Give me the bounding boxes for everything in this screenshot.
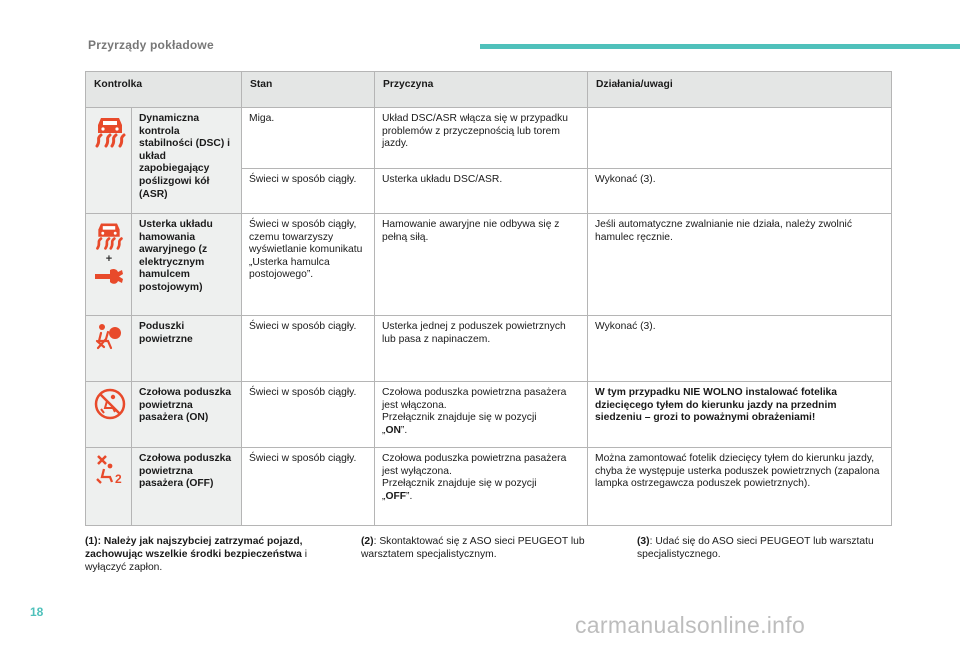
icon-cell [86,214,132,316]
cause-line: Czołowa poduszka powietrzna pasażera jest wyłączona. [382,453,567,477]
quote-open: „ [382,490,386,502]
quote-open: „ [382,424,386,436]
wrench-icon [93,268,125,284]
action-cell [588,108,892,169]
warning-light-name: Czołowa poduszka powietrzna pasażera (OFF) [132,448,242,526]
column-header: Działania/uwagi [588,72,892,108]
airbag-icon [94,321,124,351]
warning-light-name: Poduszki powietrzne [132,316,242,382]
skid-car-icon [93,113,127,149]
footnote-bold-text: : Należy jak najszybciej zatrzymać pojazd, zachowując wszelkie środki bezpieczeństwa [85,536,303,560]
footnote-1 [85,536,320,574]
quote-close: ”. [406,490,413,502]
icon-cell [86,448,132,526]
state-cell: Miga. [242,108,375,169]
action-cell: Można zamontować fotelik dziecięcy tyłem do kierunku jazdy, chyba że występuje usterka poduszek powietrznych (zapalona lampka ostrzegawcza poduszek powietrznych). [588,448,892,526]
cause-cell [375,382,588,448]
quote-close: ”. [400,424,408,436]
table-row [86,214,892,316]
switch-position-value: ON [385,424,401,436]
footnote-marker: (3) [637,536,650,547]
icon-cell [86,108,132,214]
switch-position-value: OFF [385,490,407,502]
footnote-marker: (1) [85,536,98,547]
cause-line: Czołowa poduszka powietrzna pasażera jest włączona. [382,387,567,411]
cause-line: Przełącznik znajduje się w pozycji [382,478,537,490]
cause-line: Przełącznik znajduje się w pozycji [382,412,537,424]
column-header: Stan [242,72,375,108]
section-title: Przyrządy pokładowe [88,38,214,52]
action-cell: Wykonać (3). [588,169,892,214]
column-header: Kontrolka [86,72,242,108]
footnote-text: : Skontaktować się z ASO sieci PEUGEOT lub warsztatem specjalistycznym. [361,536,585,560]
svg-text:2: 2 [115,472,122,485]
footnote-marker: (2) [361,536,374,547]
table-row [86,448,892,526]
warning-light-name: Czołowa poduszka powietrzna pasażera (ON) [132,382,242,448]
skid-car-icon [93,219,125,251]
table-row [86,316,892,382]
state-cell: Świeci w sposób ciągły. [242,382,375,448]
state-cell: Świeci w sposób ciągły. [242,169,375,214]
table-row [86,108,892,169]
cause-cell [375,448,588,526]
warning-lights-table [85,71,892,526]
action-cell: Wykonać (3). [588,316,892,382]
footnote-text: i wyłączyć zapłon. [85,548,308,573]
action-cell: Jeśli automatyczne zwalnianie nie działa, należy zwolnić hamulec ręcznie. [588,214,892,316]
icon-cell [86,382,132,448]
column-header: Przyczyna [375,72,588,108]
passenger-airbag-on-icon [93,387,127,421]
plus-sign: + [105,253,113,265]
cause-cell: Układ DSC/ASR włącza się w przypadku problemów z przyczepnością lub torem jazdy. [375,108,588,169]
cause-cell: Usterka układu DSC/ASR. [375,169,588,214]
page-number: 18 [30,605,44,619]
warning-light-name: Dynamiczna kontrola stabilności (DSC) i układ zapobiegający poślizgowi kół (ASR) [132,108,242,214]
table-header-row [86,72,892,108]
state-cell: Świeci w sposób ciągły, czemu towarzyszy wyświetlanie komunikatu „Usterka hamulca postojowego”. [242,214,375,316]
footnote-3 [637,536,882,562]
state-cell: Świeci w sposób ciągły. [242,448,375,526]
icon-cell [86,316,132,382]
cause-cell: Hamowanie awaryjne nie odbywa się z pełną siłą. [375,214,588,316]
passenger-airbag-off-icon [93,453,127,485]
header-accent-bar [480,44,960,49]
table-row [86,382,892,448]
state-cell: Świeci w sposób ciągły. [242,316,375,382]
action-cell: W tym przypadku NIE WOLNO instalować fotelika dziecięcego tyłem do kierunku jazdy na przednim siedzeniu – grozi to poważnymi obrażeniami! [588,382,892,448]
warning-light-name: Usterka układu hamowania awaryjnego (z elektrycznym hamulcem postojowym) [132,214,242,316]
cause-cell: Usterka jednej z poduszek powietrznych lub pasa z napinaczem. [375,316,588,382]
footnote-2 [361,536,616,562]
watermark: carmanualsonline.info [575,612,806,638]
footnote-text: : Udać się do ASO sieci PEUGEOT lub warsztatu specjalistycznego. [637,536,874,560]
